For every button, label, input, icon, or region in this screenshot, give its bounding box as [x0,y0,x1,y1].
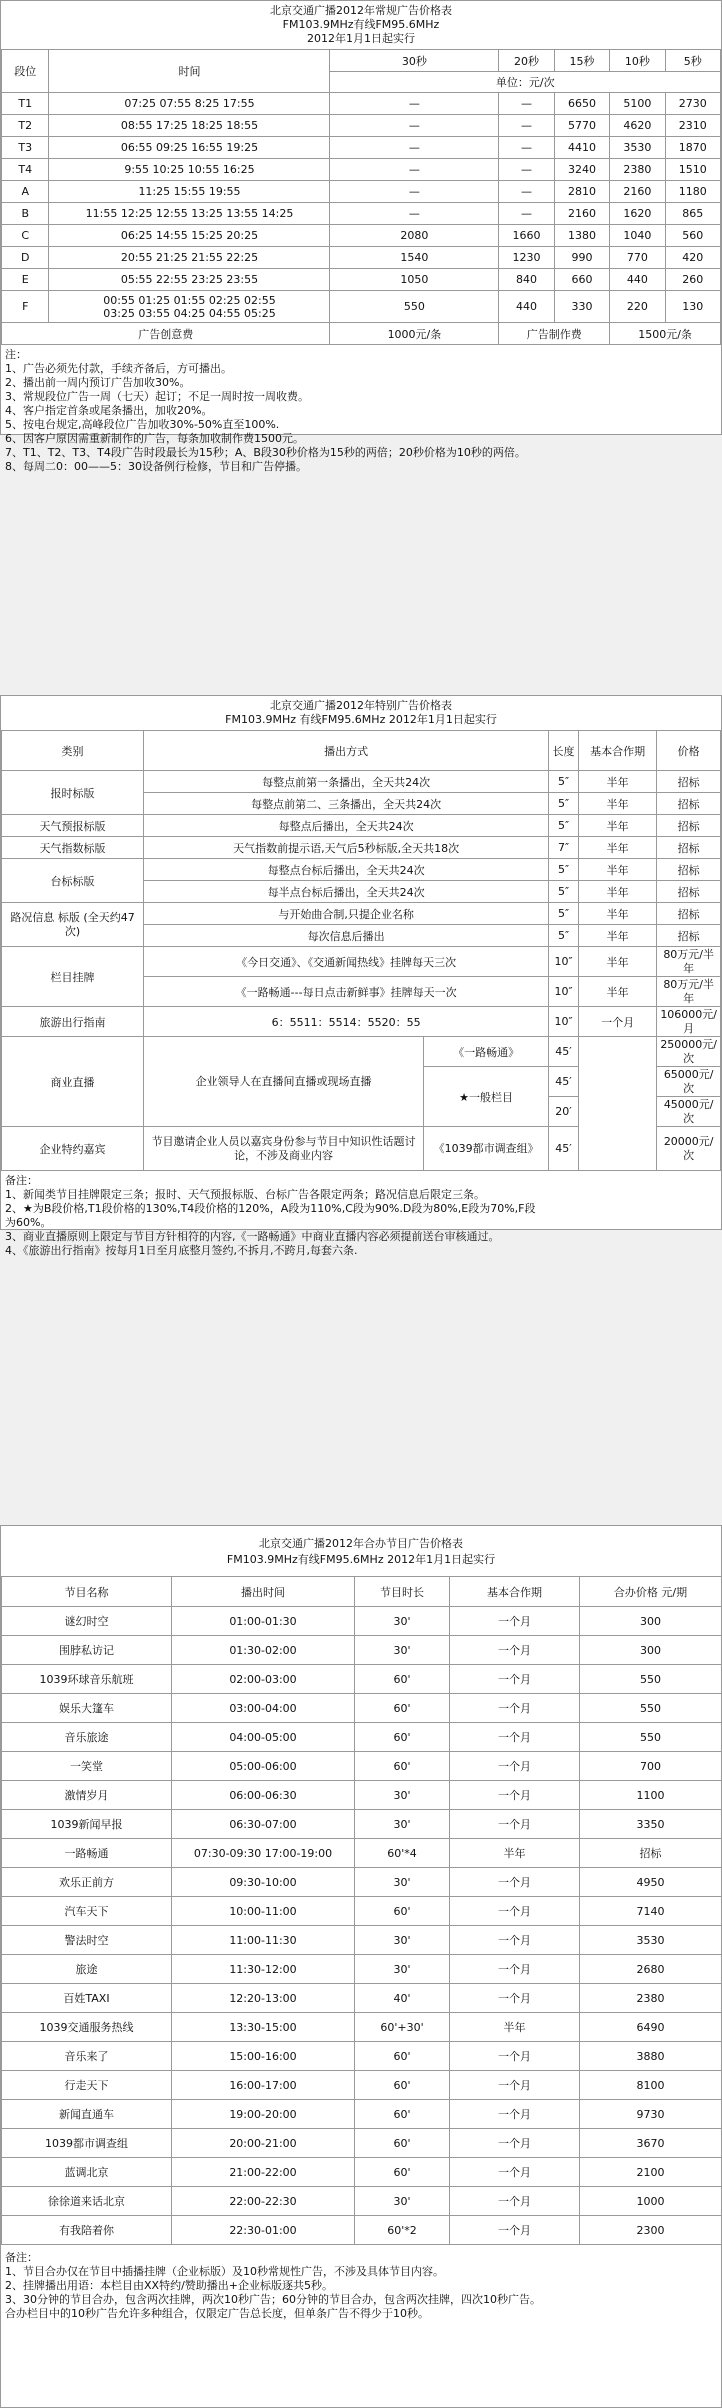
unit-label: 单位：元/次 [330,72,721,93]
cell-name: 1039交通服务热线 [2,2013,172,2042]
col-header-30s: 30秒 [330,50,499,72]
table-row [2,1781,722,1810]
table-row [2,1694,722,1723]
cell-price: 550 [580,1665,722,1694]
cell-len: 60' [355,1897,450,1926]
cell-price: 2300 [580,2216,722,2245]
combo-notes: 备注： 1、节目合办仅在节目中插播挂牌（企业标版）及10秒常规性广告，不涉及具体节目内容。 2、挂牌播出用语：本栏目由XX特约/赞助播出+企业标版逐共5秒。 3、30分钟的节目合办，包含两次挂牌，两次10秒广告；60分钟的节目合办，包含两次挂牌，四次10秒广告。 合办栏目中的10秒广告允许多种组合，仅限定广告总长度，但单条广告不得少于10秒。 [5,2251,541,2320]
col-header-category: 类别 [2,731,144,771]
table-row: 每次信息后播出 5″ 半年 招标 [2,925,721,947]
cell-time: 02:00-03:00 [172,1665,355,1694]
table-row: ★一般栏目 45′ 65000元/次 [2,1067,721,1097]
cell-len: 30' [355,1868,450,1897]
col-header-10s: 10秒 [610,50,665,72]
creative-fee-label: 广告创意费 [2,323,330,345]
table-row: 每整点前第二、三条播出，全天共24次 5″ 半年 招标 [2,793,721,815]
regular-notes: 注： 1、广告必须先付款，手续齐备后，方可播出。 2、播出前一周内预订广告加收30%。 3、常规段位广告一周（七天）起订；不足一周时按一周收费。 4、客户指定首条或尾条播出，加收20%。 5、按电台规定,高峰段位广告加收30%-50%直至100%. 6、因客户原因需重新制作的广告，每条加收制作费1500元。 7、T1、T2、T3、T4段广告时段最长为15秒；A、B段30秒价格为15秒的两倍；20秒价格为10秒的两倍。 8、每周二0：00——5：30设备例行检修，节目和广告停播。 [5,348,526,473]
cell-len: 60'*2 [355,2216,450,2245]
regular-effective-date: 2012年1月1日起实行 [307,32,415,45]
table-row [2,2013,722,2042]
table-row [2,2100,722,2129]
cell-len: 60'+30' [355,2013,450,2042]
cell-time: 15:00-16:00 [172,2042,355,2071]
table-row: 商业直播 企业领导人在直播间直播或现场直播 《一路畅通》 45′ 250000元/次 [2,1037,721,1067]
cell-price: 7140 [580,1897,722,1926]
table-row: A 11:25 15:55 19:55 — — 2810 2160 1180 [2,181,721,203]
cell-name: 娱乐大篷车 [2,1694,172,1723]
cell-time: 21:00-22:00 [172,2158,355,2187]
cell-name: 谜幻时空 [2,1607,172,1636]
table-row: T2 08:55 17:25 18:25 18:55 — — 5770 4620 2310 [2,115,721,137]
special-price-table [1,730,721,1171]
table-row [2,2216,722,2245]
cell-name: 旅途 [2,1955,172,1984]
cell-price: 1000 [580,2187,722,2216]
cell-name: 音乐来了 [2,2042,172,2071]
cell-period: 一个月 [450,2129,580,2158]
special-header [1,696,721,730]
cell-len: 60' [355,2042,450,2071]
combo-price-sheet [0,1525,722,2408]
creative-fee-value: 1000元/条 [330,323,499,345]
cell-name: 1039环球音乐航班 [2,1665,172,1694]
cell-len: 60' [355,2158,450,2187]
cell-len: 60' [355,1752,450,1781]
cell-price: 8100 [580,2071,722,2100]
col-header-5s: 5秒 [665,50,720,72]
col-header-price: 价格 [657,731,721,771]
table-row [2,1984,722,2013]
fee-row [2,323,721,345]
table-row [2,1810,722,1839]
cell-time: 06:30-07:00 [172,1810,355,1839]
table-row: 每半点台标后播出，全天共24次 5″ 半年 招标 [2,881,721,903]
cell-len: 30' [355,1607,450,1636]
cell-len: 60' [355,1665,450,1694]
special-subtitle: FM103.9MHz 有线FM95.6MHz 2012年1月1日起实行 [225,713,497,726]
cell-price: 550 [580,1694,722,1723]
cell-time: 16:00-17:00 [172,2071,355,2100]
cell-period: 一个月 [450,1752,580,1781]
table-row: 旅游出行指南 6：5511：5514：5520：55 10″ 一个月 106000元/月 [2,1007,721,1037]
table-row: C 06:25 14:55 15:25 20:25 2080 1660 1380 1040 560 [2,225,721,247]
table-row [2,1839,722,1868]
cell-time: 05:00-06:00 [172,1752,355,1781]
cell-time: 03:00-04:00 [172,1694,355,1723]
special-notes: 备注： 1、新闻类节目挂牌限定三条；报时、天气预报标版、台标广告各限定两条；路况信息后限定三条。 2、★为B段价格,T1段价格的130%,T4段价格的120%，A段为110%,C段为90%.D段为80%,E段为70%,F段 为60%。 3、商业直播原则上限定与节目方针相符的内容,《一路畅通》中商业直播内容必须提前送台审核通过。 4、《旅游出行指南》按每月1日至月底整月签约,不拆月,不跨月,每套六条. [5,1174,536,1257]
cell-time: 07:30-09:30 17:00-19:00 [172,1839,355,1868]
cell-period: 一个月 [450,2216,580,2245]
cell-period: 一个月 [450,1810,580,1839]
cell-time: 09:30-10:00 [172,1868,355,1897]
regular-title: 北京交通广播2012年常规广告价格表 [270,4,452,17]
table-row [2,2158,722,2187]
cell-price: 3880 [580,2042,722,2071]
table-row: T4 9:55 10:25 10:55 16:25 — — 3240 2380 1510 [2,159,721,181]
table-row: E 05:55 22:55 23:25 23:55 1050 840 660 440 260 [2,269,721,291]
table-row: 20′ 45000元/次 [2,1097,721,1127]
cell-price: 1100 [580,1781,722,1810]
regular-header [1,1,721,49]
cell-period: 一个月 [450,2042,580,2071]
cell-name: 行走天下 [2,2071,172,2100]
cell-price: 9730 [580,2100,722,2129]
regular-price-sheet [0,0,722,473]
col-header-segment: 段位 [2,50,49,93]
cell-price: 招标 [580,1839,722,1868]
combo-price-table [1,1576,722,2245]
cell-name: 警法时空 [2,1926,172,1955]
cell-len: 30' [355,1781,450,1810]
col-header-15s: 15秒 [554,50,609,72]
cell-price: 2100 [580,2158,722,2187]
cell-price: 550 [580,1723,722,1752]
table-row [2,1868,722,1897]
cell-period: 一个月 [450,1926,580,1955]
cell-period: 一个月 [450,1984,580,2013]
cell-period: 一个月 [450,1665,580,1694]
table-row: 台标标版 每整点台标后播出，全天共24次 5″ 半年 招标 [2,859,721,881]
cell-len: 60' [355,1694,450,1723]
cell-price: 4950 [580,1868,722,1897]
cell-price: 300 [580,1607,722,1636]
table-row: 《一路畅通---每日点击新鲜事》挂牌每天一次 10″ 半年 80万元/半年 [2,977,721,1007]
cell-len: 30' [355,2187,450,2216]
cell-time: 13:30-15:00 [172,2013,355,2042]
cell-period: 一个月 [450,1955,580,1984]
col-header-method: 播出方式 [144,731,549,771]
col-header-20s: 20秒 [499,50,554,72]
col-header-time: 时间 [49,50,330,93]
col-header-airtime: 播出时间 [172,1577,355,1607]
regular-frequency: FM103.9MHz有线FM95.6MHz [282,18,440,31]
table-row: 天气预报标版 每整点后播出，全天共24次 5″ 半年 招标 [2,815,721,837]
production-fee-value: 1500元/条 [610,323,721,345]
cell-time: 04:00-05:00 [172,1723,355,1752]
cell-name: 徐徐道来话北京 [2,2187,172,2216]
cell-time: 19:00-20:00 [172,2100,355,2129]
combo-title: 北京交通广播2012年合办节目广告价格表 [259,1537,463,1550]
table-row: T3 06:55 09:25 16:55 19:25 — — 4410 3530 1870 [2,137,721,159]
cell-len: 60'*4 [355,1839,450,1868]
table-row [2,2187,722,2216]
table-row [2,2129,722,2158]
table-row [2,1897,722,1926]
cell-name: 一路畅通 [2,1839,172,1868]
cell-price: 2680 [580,1955,722,1984]
cell-price: 3530 [580,1926,722,1955]
cell-name: 激情岁月 [2,1781,172,1810]
cell-time: 01:00-01:30 [172,1607,355,1636]
regular-price-table [1,49,721,345]
cell-time: 11:30-12:00 [172,1955,355,1984]
combo-subtitle: FM103.9MHz有线FM95.6MHz 2012年1月1日起实行 [226,1553,496,1566]
cell-time: 11:00-11:30 [172,1926,355,1955]
cell-period: 一个月 [450,2158,580,2187]
col-header-length: 长度 [549,731,579,771]
cell-time: 20:00-21:00 [172,2129,355,2158]
cell-period: 一个月 [450,2187,580,2216]
cell-name: 欢乐正前方 [2,1868,172,1897]
cell-len: 60' [355,2129,450,2158]
cell-price: 3350 [580,1810,722,1839]
cell-period: 一个月 [450,1607,580,1636]
cell-time: 01:30-02:00 [172,1636,355,1665]
table-row: D 20:55 21:25 21:55 22:25 1540 1230 990 770 420 [2,247,721,269]
cell-name: 1039都市调查组 [2,2129,172,2158]
cell-period: 一个月 [450,1897,580,1926]
cell-period: 一个月 [450,2071,580,2100]
cell-name: 1039新闻早报 [2,1810,172,1839]
cell-name: 新闻直通车 [2,2100,172,2129]
cell-name: 围脖私访记 [2,1636,172,1665]
cell-time: 12:20-13:00 [172,1984,355,2013]
table-row: 栏目挂牌 《今日交通》、《交通新闻热线》挂牌每天三次 10″ 半年 80万元/半年 [2,947,721,977]
table-row: 路况信息 标版 (全天约47次) 与开始曲合制,只提企业名称 5″ 半年 招标 [2,903,721,925]
cell-time: 22:30-01:00 [172,2216,355,2245]
cell-len: 30' [355,1636,450,1665]
cell-name: 汽车天下 [2,1897,172,1926]
table-row [2,1636,722,1665]
table-row: T1 07:25 07:55 8:25 17:55 — — 6650 5100 2730 [2,93,721,115]
table-row: 报时标版 每整点前第一条播出，全天共24次 5″ 半年 招标 [2,771,721,793]
cell-period: 半年 [450,1839,580,1868]
col-header-period: 基本合作期 [578,731,656,771]
table-row [2,1955,722,1984]
cell-period: 一个月 [450,1723,580,1752]
table-row [2,2071,722,2100]
table-row: B 11:55 12:25 12:55 13:25 13:55 14:25 — — 2160 1620 865 [2,203,721,225]
cell-name: 有我陪着你 [2,2216,172,2245]
cell-len: 60' [355,1723,450,1752]
cell-len: 60' [355,2071,450,2100]
cell-price: 300 [580,1636,722,1665]
cell-period: 一个月 [450,1636,580,1665]
table-row [2,1607,722,1636]
cell-time: 06:00-06:30 [172,1781,355,1810]
cell-name: 百姓TAXI [2,1984,172,2013]
combo-header [1,1526,721,1576]
cell-len: 60' [355,2100,450,2129]
cell-time: 10:00-11:00 [172,1897,355,1926]
table-row: 天气指数标版 天气指数前提示语,天气后5秒标版,全天共18次 7″ 半年 招标 [2,837,721,859]
table-row [2,1665,722,1694]
cell-period: 一个月 [450,1694,580,1723]
col-header-period: 基本合作期 [450,1577,580,1607]
cell-name: 音乐旅途 [2,1723,172,1752]
cell-len: 40' [355,1984,450,2013]
table-row [2,1926,722,1955]
cell-price: 700 [580,1752,722,1781]
cell-name: 蓝调北京 [2,2158,172,2187]
cell-period: 一个月 [450,1781,580,1810]
cell-price: 6490 [580,2013,722,2042]
cell-len: 30' [355,1926,450,1955]
cell-period: 一个月 [450,1868,580,1897]
cell-period: 一个月 [450,2100,580,2129]
cell-period: 半年 [450,2013,580,2042]
table-row: F 00:55 01:25 01:55 02:25 02:55 03:25 03:55 04:25 04:55 05:25 550 440 330 220 130 [2,291,721,323]
table-row [2,1723,722,1752]
cell-price: 3670 [580,2129,722,2158]
cell-len: 30' [355,1810,450,1839]
col-header-combo-price: 合办价格 元/期 [580,1577,722,1607]
col-header-program: 节目名称 [2,1577,172,1607]
table-row [2,2042,722,2071]
cell-price: 2380 [580,1984,722,2013]
table-row [2,1752,722,1781]
cell-name: 一笑堂 [2,1752,172,1781]
col-header-duration: 节目时长 [355,1577,450,1607]
production-fee-label: 广告制作费 [499,323,610,345]
special-price-sheet [0,695,722,1257]
special-title: 北京交通广播2012年特别广告价格表 [270,699,452,712]
cell-len: 30' [355,1955,450,1984]
cell-time: 22:00-22:30 [172,2187,355,2216]
table-row: 企业特约嘉宾 节目邀请企业人员以嘉宾身份参与节目中知识性话题讨论，不涉及商业内容 《1039都市调查组》 45′ 20000元/次 [2,1127,721,1171]
